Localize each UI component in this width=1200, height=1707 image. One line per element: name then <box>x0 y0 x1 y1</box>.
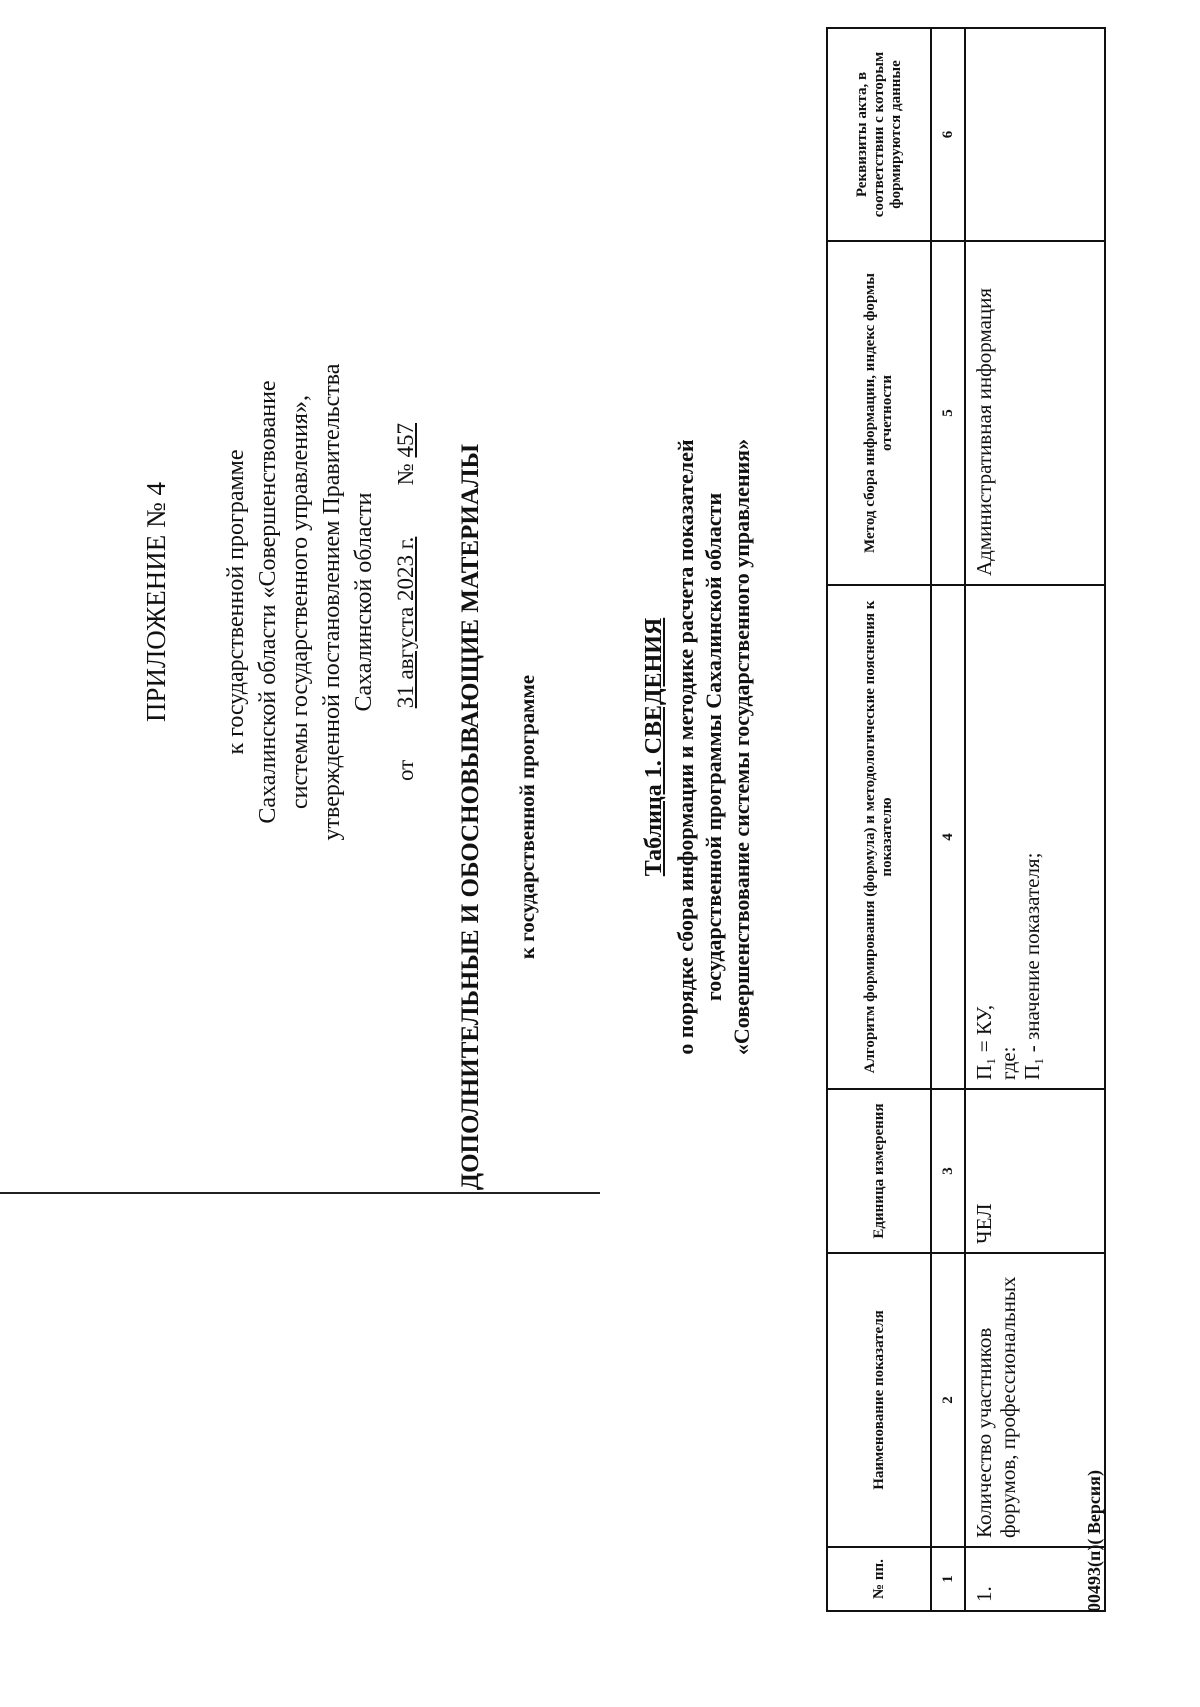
column-number-row <box>931 28 965 1611</box>
table-heading-line: о порядке сбора информации и методике расчета показателей <box>673 439 698 1055</box>
formula-line: П₁ = КУ, <box>972 1004 996 1080</box>
column-header-formula: Алгоритм формирования (формула) и методологические пояснения к показателю <box>827 585 931 1089</box>
table-heading-line: «Совершенствование системы государственного управления» <box>729 438 754 1056</box>
column-header-no: № пп. <box>827 1547 931 1611</box>
appendix-block <box>140 297 422 907</box>
column-number: 6 <box>931 28 965 241</box>
decree-number: 457 <box>393 422 418 458</box>
column-header-method: Метод сбора информации, индекс формы отчетности <box>827 241 931 585</box>
formula-line: где: <box>996 1046 1020 1080</box>
column-number: 5 <box>931 241 965 585</box>
table-heading <box>640 267 756 1227</box>
formula-line: П₁ - значение показателя; <box>1020 852 1044 1080</box>
appendix-line: системы государственного управления», <box>287 395 313 809</box>
document-version: 00493(п)( Версия) <box>1084 1470 1104 1612</box>
table-heading-line: государственной программы Сахалинской области <box>701 492 726 1002</box>
column-header-act: Реквизиты акта, в соответствии с которым формируются данные <box>827 28 931 241</box>
appendix-line: Сахалинской области «Совершенствование <box>255 380 281 824</box>
indicator-unit: ЧЕЛ <box>965 1089 1105 1253</box>
decree-date: 31 августа 2023 г. <box>393 536 418 709</box>
date-prefix: от <box>393 759 418 782</box>
column-number: 4 <box>931 585 965 1089</box>
column-number: 3 <box>931 1089 965 1253</box>
indicator-formula <box>965 585 1105 1089</box>
number-label: № <box>393 463 418 486</box>
indicator-name: Количество участников форумов, профессиональных <box>965 1253 1105 1547</box>
table-row <box>965 28 1105 1611</box>
column-number: 1 <box>931 1547 965 1611</box>
appendix-line: к государственной программе <box>223 449 249 755</box>
appendix-line: Сахалинской области <box>351 492 377 712</box>
appendix-line: утвержденной постановлением Правительства <box>319 363 345 841</box>
materials-subtitle: к государственной программе <box>515 674 539 960</box>
date-line <box>390 297 422 907</box>
column-header-name: Наименование показателя <box>827 1253 931 1547</box>
column-header-unit: Единица измерения <box>827 1089 931 1253</box>
collection-method: Административная информация <box>965 241 1105 585</box>
column-number: 2 <box>931 1253 965 1547</box>
indicators-table <box>826 27 1106 1612</box>
table-title: Таблица 1. СВЕДЕНИЯ <box>641 617 667 877</box>
materials-heading <box>455 387 540 1247</box>
appendix-title: ПРИЛОЖЕНИЕ № 4 <box>141 481 171 723</box>
row-number: 1. <box>965 1547 1105 1611</box>
scan-edge-line <box>0 1192 600 1194</box>
table-header-row <box>827 28 931 1611</box>
materials-title: ДОПОЛНИТЕЛЬНЫЕ И ОБОСНОВЫВАЮЩИЕ МАТЕРИАЛЫ <box>457 443 484 1191</box>
act-details <box>965 28 1105 241</box>
